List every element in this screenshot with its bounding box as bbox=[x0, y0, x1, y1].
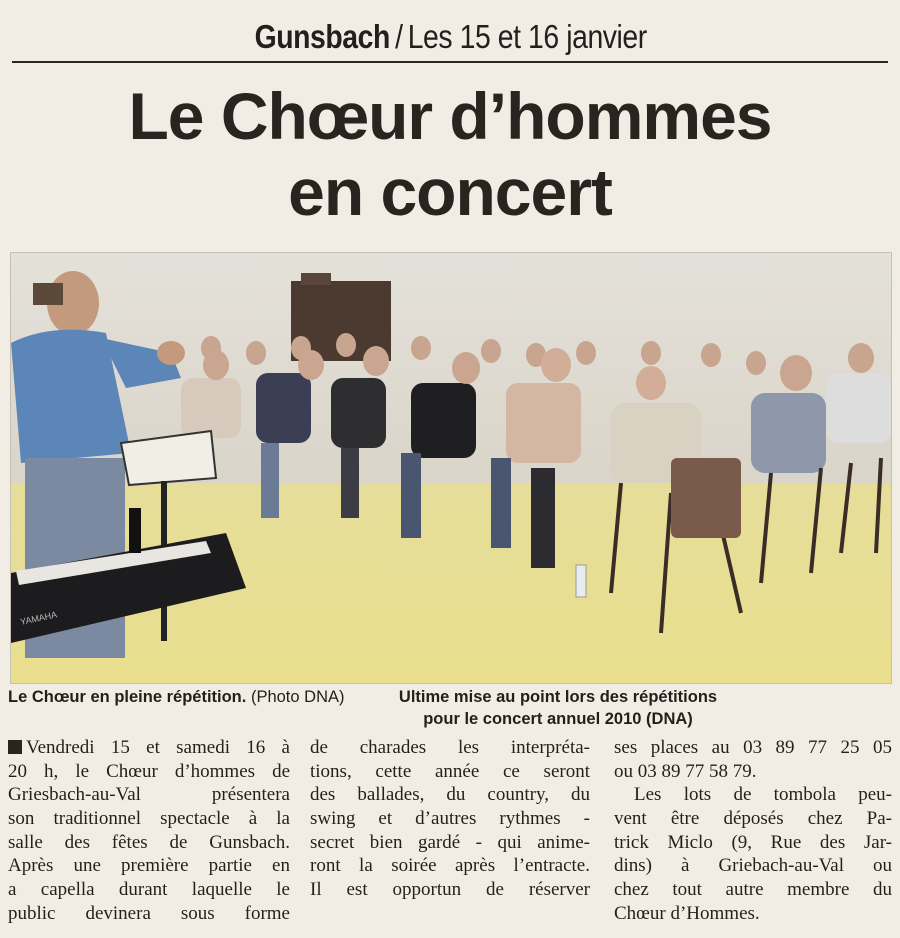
kicker-place: Gunsbach bbox=[254, 18, 390, 55]
kicker-dates: Les 15 et 16 janvier bbox=[407, 18, 647, 55]
article-headline bbox=[0, 78, 900, 230]
article-column-2 bbox=[310, 736, 590, 902]
col2-line-3: des ballades, du country, du bbox=[310, 784, 590, 806]
paragraph-marker-icon bbox=[8, 740, 22, 754]
photo-caption-left bbox=[8, 686, 368, 708]
col3-line-2: ou 03 89 77 58 79. bbox=[614, 760, 757, 782]
col2-line-2: tions, cette année ce seront bbox=[310, 760, 590, 782]
kicker-separator: / bbox=[395, 18, 403, 55]
col2-line-6: ront la soirée après l’entracte. bbox=[310, 855, 590, 877]
caption-left-credit: (Photo DNA) bbox=[250, 688, 345, 706]
col2-line-7: Il est opportun de réserver bbox=[310, 879, 590, 901]
col1-line-2: 20 h, le Chœur d’hommes de bbox=[8, 760, 290, 782]
header-rule bbox=[12, 61, 888, 63]
caption-left-text: Le Chœur en pleine répétition. bbox=[8, 688, 247, 706]
col3-line-8: Chœur d’Hommes. bbox=[614, 902, 760, 924]
col3-line-5: trick Miclo (9, Rue des Jar- bbox=[614, 831, 892, 853]
caption-right-line-1: Ultime mise au point lors des répétitions bbox=[398, 688, 718, 706]
article-column-1 bbox=[8, 736, 290, 926]
article-column-3 bbox=[614, 736, 892, 926]
col1-line-3: Griesbach-au-Val présentera bbox=[8, 784, 290, 806]
col1-line-8: public devinera sous forme bbox=[8, 902, 290, 924]
col3-line-3: Les lots de tombola peu- bbox=[634, 784, 892, 806]
col2-line-5: secret bien gardé - qui anime- bbox=[310, 831, 590, 853]
col1-line-7: a capella durant laquelle le bbox=[8, 879, 290, 901]
col2-line-1: de charades les interpréta- bbox=[310, 737, 590, 758]
col3-line-6: dins) à Griebach-au-Val ou bbox=[614, 855, 892, 877]
col1-line-1 bbox=[8, 736, 290, 760]
col1-line-1-text: Vendredi 15 et samedi 16 à bbox=[26, 737, 290, 758]
col2-line-4: swing et d’autres rythmes - bbox=[310, 808, 590, 830]
headline-line-2: en concert bbox=[288, 155, 612, 229]
col3-line-7: chez tout autre membre du bbox=[614, 879, 892, 901]
headline-line-1: Le Chœur d’hommes bbox=[128, 79, 772, 153]
article-kicker bbox=[64, 14, 838, 60]
caption-right-line-2: pour le concert annuel 2010 (DNA) bbox=[423, 710, 693, 728]
col3-line-1: ses places au 03 89 77 25 05 bbox=[614, 737, 892, 758]
col3-line-4: vent être déposés chez Pa- bbox=[614, 808, 892, 830]
choir-rehearsal-photo bbox=[10, 252, 892, 684]
col1-line-5: salle des fêtes de Gunsbach. bbox=[8, 831, 290, 853]
water-bottle bbox=[576, 565, 586, 597]
col1-line-4: son traditionnel spectacle à la bbox=[8, 808, 290, 830]
col1-line-6: Après une première partie en bbox=[8, 855, 290, 877]
photo-caption-right bbox=[368, 686, 748, 730]
keyboard-brand: YAMAHA bbox=[19, 609, 58, 627]
